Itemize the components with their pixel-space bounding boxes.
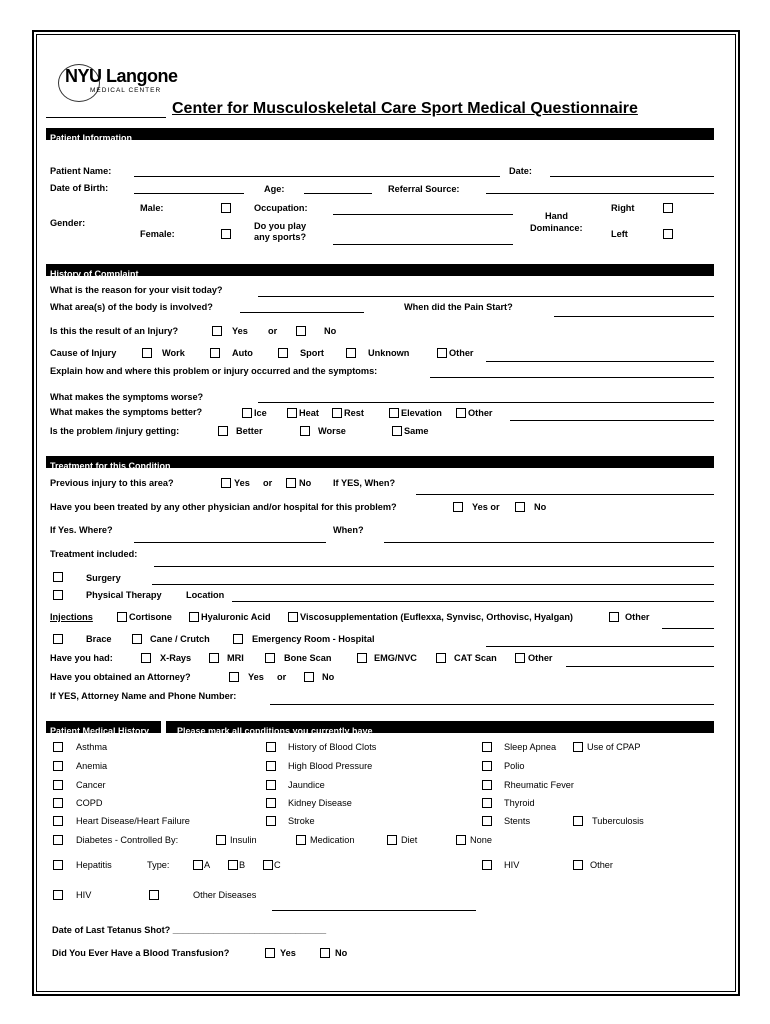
mri-checkbox[interactable] (209, 653, 219, 663)
condition-label: Kidney Disease (288, 798, 352, 808)
or-label: or (268, 326, 278, 336)
sport-label: Sport (300, 348, 324, 358)
cane-label: Cane / Crutch (150, 634, 210, 644)
cause-auto-checkbox[interactable] (210, 348, 220, 358)
cause-work-checkbox[interactable] (142, 348, 152, 358)
stents-checkbox[interactable] (482, 816, 492, 826)
diet-label: Diet (401, 835, 418, 845)
section-bar-treatment (46, 456, 714, 471)
patient-name-field[interactable] (134, 176, 500, 177)
rheumatic-fever-checkbox[interactable] (482, 780, 492, 790)
no-label: No (324, 326, 337, 336)
reason-label: What is the reason for your visit today? (50, 285, 223, 295)
getting-question: Is the problem /injury getting: (50, 426, 180, 436)
rest-label: Rest (344, 408, 364, 418)
better-elevation-checkbox[interactable] (389, 408, 399, 418)
explain-field[interactable] (430, 377, 714, 378)
same-label: Same (404, 426, 429, 436)
pain-start-field[interactable] (554, 316, 714, 317)
treated-when-field[interactable] (384, 542, 714, 543)
condition-label: Stroke (288, 816, 315, 826)
logo-subtitle: MEDICAL CENTER (90, 87, 162, 94)
heart-disease-checkbox[interactable] (53, 816, 63, 826)
reason-field[interactable] (258, 296, 714, 297)
other-label: Other (625, 612, 650, 622)
surgery-field[interactable] (152, 584, 714, 585)
cancer-checkbox[interactable] (53, 780, 63, 790)
pt-location-field[interactable] (232, 601, 714, 602)
had-other-field[interactable] (566, 666, 714, 667)
no-label: No (299, 478, 312, 488)
condition-label: Polio (504, 761, 525, 771)
logo-name: NYU Langone (65, 66, 178, 86)
other-diseases-checkbox[interactable] (149, 890, 159, 900)
sports-field[interactable] (333, 244, 513, 245)
visco-label: Viscosupplementation (Euflexxa, Synvisc, Orthovisc, Hyalgan) (300, 612, 573, 622)
left-label: Left (611, 229, 628, 239)
injection-other-field[interactable] (662, 628, 714, 629)
dominance-label: Dominance: (530, 223, 583, 233)
cat-scan-label: CAT Scan (454, 653, 497, 663)
pain-start-label: When did the Pain Start? (404, 302, 513, 312)
polio-checkbox[interactable] (482, 761, 492, 771)
dob-label: Date of Birth: (50, 183, 109, 193)
condition-label: High Blood Pressure (288, 761, 373, 771)
better-other-checkbox[interactable] (456, 408, 466, 418)
copd-checkbox[interactable] (53, 798, 63, 808)
location-label: Location (186, 590, 225, 600)
cause-label: Cause of Injury (50, 348, 117, 358)
yes-label: Yes (234, 478, 250, 488)
cause-other-field[interactable] (486, 361, 714, 362)
cpap-label: Use of CPAP (587, 742, 641, 752)
blood-clots-checkbox[interactable] (266, 742, 276, 752)
where-field[interactable] (134, 542, 326, 543)
section-bar-patient-information (46, 128, 714, 143)
or-label: or (277, 672, 287, 682)
getting-better-checkbox[interactable] (218, 426, 228, 436)
better-other-field[interactable] (510, 420, 714, 421)
better-question: What makes the symptoms better? (50, 407, 203, 417)
injury-question: Is this the result of an Injury? (50, 326, 179, 336)
better-label: Better (236, 426, 263, 436)
section-instruction: Please mark all conditions you currently have (176, 726, 373, 736)
other-diseases-label: Other Diseases (193, 890, 257, 900)
cause-unknown-checkbox[interactable] (346, 348, 356, 358)
sleep-apnea-checkbox[interactable] (482, 742, 492, 752)
occupation-field[interactable] (333, 214, 513, 215)
tetanus-label: Date of Last Tetanus Shot? ______________________________ (52, 925, 327, 935)
injection-other-checkbox[interactable] (609, 612, 619, 622)
transfusion-yes-checkbox[interactable] (265, 948, 275, 958)
hiv-checkbox-right[interactable] (482, 860, 492, 870)
hyaluronic-label: Hyaluronic Acid (201, 612, 271, 622)
cause-other-checkbox[interactable] (437, 348, 447, 358)
section-bar-medical-history (46, 721, 714, 736)
attorney-question: Have you obtained an Attorney? (50, 672, 191, 682)
have-you-had-label: Have you had: (50, 653, 113, 663)
insulin-label: Insulin (230, 835, 257, 845)
none-checkbox[interactable] (456, 835, 466, 845)
diabetes-label: Diabetes - Controlled By: (76, 835, 179, 845)
transfusion-question: Did You Ever Have a Blood Transfusion? (52, 948, 230, 958)
treated-no-checkbox[interactable] (515, 502, 525, 512)
age-label: Age: (264, 184, 285, 194)
treated-yes-checkbox[interactable] (453, 502, 463, 512)
if-yes-when-label: If YES, When? (333, 478, 396, 488)
yes-label: Yes (280, 948, 296, 958)
left-hand-checkbox[interactable] (663, 229, 673, 239)
elevation-label: Elevation (401, 408, 442, 418)
getting-worse-checkbox[interactable] (300, 426, 310, 436)
attorney-yes-checkbox[interactable] (229, 672, 239, 682)
auto-label: Auto (232, 348, 253, 358)
er-checkbox[interactable] (233, 634, 243, 644)
er-label: Emergency Room - Hospital (252, 634, 375, 644)
worse-label: Worse (318, 426, 346, 436)
high-blood-pressure-checkbox[interactable] (266, 761, 276, 771)
dob-field[interactable] (134, 193, 244, 194)
condition-label: Sleep Apnea (504, 742, 557, 752)
condition-label: Anemia (76, 761, 108, 771)
other-diseases-field[interactable] (272, 910, 476, 911)
or-label: or (263, 478, 273, 488)
xrays-checkbox[interactable] (141, 653, 151, 663)
brace-checkbox[interactable] (53, 634, 63, 644)
nyu-langone-logo (58, 62, 178, 102)
previous-injury-question: Previous injury to this area? (50, 478, 174, 488)
medication-checkbox[interactable] (296, 835, 306, 845)
cat-scan-checkbox[interactable] (436, 653, 446, 663)
explain-label: Explain how and where this problem or injury occurred and the symptoms: (50, 366, 378, 376)
yes-label: Yes (232, 326, 248, 336)
er-field[interactable] (486, 646, 714, 647)
hiv-label: HIV (504, 860, 520, 870)
right-hand-checkbox[interactable] (663, 203, 673, 213)
type-label: Type: (147, 860, 170, 870)
section-title: Patient Medical History (50, 726, 150, 736)
diabetes-checkbox[interactable] (53, 835, 63, 845)
attorney-name-label: If YES, Attorney Name and Phone Number: (50, 691, 237, 701)
previous-yes-checkbox[interactable] (221, 478, 231, 488)
xrays-label: X-Rays (160, 653, 192, 663)
section-title: History of Complaint (50, 269, 139, 279)
sports-label-1: Do you play (254, 221, 307, 231)
surgery-checkbox[interactable] (53, 572, 63, 582)
unknown-label: Unknown (368, 348, 410, 358)
no-label: No (534, 502, 547, 512)
pt-label: Physical Therapy (86, 590, 162, 600)
condition-label: Cancer (76, 780, 106, 790)
better-heat-checkbox[interactable] (287, 408, 297, 418)
hepatitis-a-checkbox[interactable] (193, 860, 203, 870)
tuberculosis-checkbox[interactable] (573, 816, 583, 826)
section-title: Patient Information (50, 133, 133, 143)
cortisone-checkbox[interactable] (117, 612, 127, 622)
male-label: Male: (140, 203, 164, 213)
where-label: If Yes. Where? (50, 525, 113, 535)
logo-underline (46, 117, 166, 118)
work-label: Work (162, 348, 185, 358)
condition-label: Jaundice (288, 780, 325, 790)
medication-label: Medication (310, 835, 355, 845)
hepatitis-c-label: C (274, 860, 281, 870)
age-field[interactable] (304, 193, 372, 194)
getting-same-checkbox[interactable] (392, 426, 402, 436)
worse-question: What makes the symptoms worse? (50, 392, 204, 402)
mri-label: MRI (227, 653, 244, 663)
hepatitis-b-label: B (239, 860, 246, 870)
bone-scan-checkbox[interactable] (265, 653, 275, 663)
yes-or-label: Yes or (472, 502, 500, 512)
tuberculosis-label: Tuberculosis (592, 816, 644, 826)
sports-label-2: any sports? (254, 232, 307, 242)
hepatitis-a-label: A (204, 860, 211, 870)
treated-question: Have you been treated by any other physician and/or hospital for this problem? (50, 502, 397, 512)
previous-when-field[interactable] (416, 494, 714, 495)
visco-checkbox[interactable] (288, 612, 298, 622)
cause-sport-checkbox[interactable] (278, 348, 288, 358)
patient-name-label: Patient Name: (50, 166, 112, 176)
emg-label: EMG/NVC (374, 653, 417, 663)
heat-label: Heat (299, 408, 319, 418)
referral-source-label: Referral Source: (388, 184, 460, 194)
surgery-label: Surgery (86, 573, 121, 583)
date-field[interactable] (550, 176, 714, 177)
male-checkbox[interactable] (221, 203, 231, 213)
date-label: Date: (509, 166, 532, 176)
thyroid-checkbox[interactable] (482, 798, 492, 808)
transfusion-no-checkbox[interactable] (320, 948, 330, 958)
emg-checkbox[interactable] (357, 653, 367, 663)
section-title: Treatment for this Condition (50, 461, 171, 471)
no-label: No (322, 672, 335, 682)
other-condition-checkbox[interactable] (573, 860, 583, 870)
cortisone-label: Cortisone (129, 612, 172, 622)
insulin-checkbox[interactable] (216, 835, 226, 845)
hepatitis-checkbox[interactable] (53, 860, 63, 870)
cane-checkbox[interactable] (132, 634, 142, 644)
better-rest-checkbox[interactable] (332, 408, 342, 418)
areas-field[interactable] (240, 312, 364, 313)
hyaluronic-checkbox[interactable] (189, 612, 199, 622)
injury-yes-checkbox[interactable] (212, 326, 222, 336)
injections-label: Injections (50, 612, 93, 622)
right-label: Right (611, 203, 635, 213)
form-border (32, 30, 740, 996)
worse-field[interactable] (258, 402, 714, 403)
had-other-checkbox[interactable] (515, 653, 525, 663)
brace-label: Brace (86, 634, 112, 644)
bone-scan-label: Bone Scan (284, 653, 332, 663)
other-label: Other (468, 408, 493, 418)
hand-label: Hand (545, 211, 568, 221)
page-title: Center for Musculoskeletal Care Sport Medical Questionnaire (172, 100, 638, 117)
other-label: Other (528, 653, 553, 663)
attorney-no-checkbox[interactable] (304, 672, 314, 682)
asthma-checkbox[interactable] (53, 742, 63, 752)
ice-label: Ice (254, 408, 267, 418)
gender-label: Gender: (50, 218, 86, 228)
condition-label: Stents (504, 816, 531, 826)
condition-label: Rheumatic Fever (504, 780, 574, 790)
no-label: No (335, 948, 348, 958)
other-label: Other (590, 860, 613, 870)
better-ice-checkbox[interactable] (242, 408, 252, 418)
injury-no-checkbox[interactable] (296, 326, 306, 336)
treatment-included-field[interactable] (154, 566, 714, 567)
hiv-label: HIV (76, 890, 92, 900)
yes-label: Yes (248, 672, 264, 682)
referral-source-field[interactable] (486, 193, 714, 194)
treatment-included-label: Treatment included: (50, 549, 138, 559)
hepatitis-label: Hepatitis (76, 860, 112, 870)
anemia-checkbox[interactable] (53, 761, 63, 771)
condition-label: Thyroid (504, 798, 535, 808)
condition-label: Heart Disease/Heart Failure (76, 816, 190, 826)
stroke-checkbox[interactable] (266, 816, 276, 826)
attorney-name-field[interactable] (270, 704, 714, 705)
female-label: Female: (140, 229, 175, 239)
condition-label: Asthma (76, 742, 108, 752)
condition-label: COPD (76, 798, 103, 808)
jaundice-checkbox[interactable] (266, 780, 276, 790)
cpap-checkbox[interactable] (573, 742, 583, 752)
hepatitis-c-checkbox[interactable] (263, 860, 273, 870)
previous-no-checkbox[interactable] (286, 478, 296, 488)
areas-label: What area(s) of the body is involved? (50, 302, 213, 312)
hepatitis-b-checkbox[interactable] (228, 860, 238, 870)
hiv-checkbox[interactable] (53, 890, 63, 900)
section-bar-history (46, 264, 714, 279)
pt-checkbox[interactable] (53, 590, 63, 600)
diet-checkbox[interactable] (387, 835, 397, 845)
when-label: When? (333, 525, 364, 535)
condition-label: History of Blood Clots (288, 742, 377, 752)
none-label: None (470, 835, 492, 845)
kidney-disease-checkbox[interactable] (266, 798, 276, 808)
other-label: Other (449, 348, 474, 358)
female-checkbox[interactable] (221, 229, 231, 239)
occupation-label: Occupation: (254, 203, 308, 213)
